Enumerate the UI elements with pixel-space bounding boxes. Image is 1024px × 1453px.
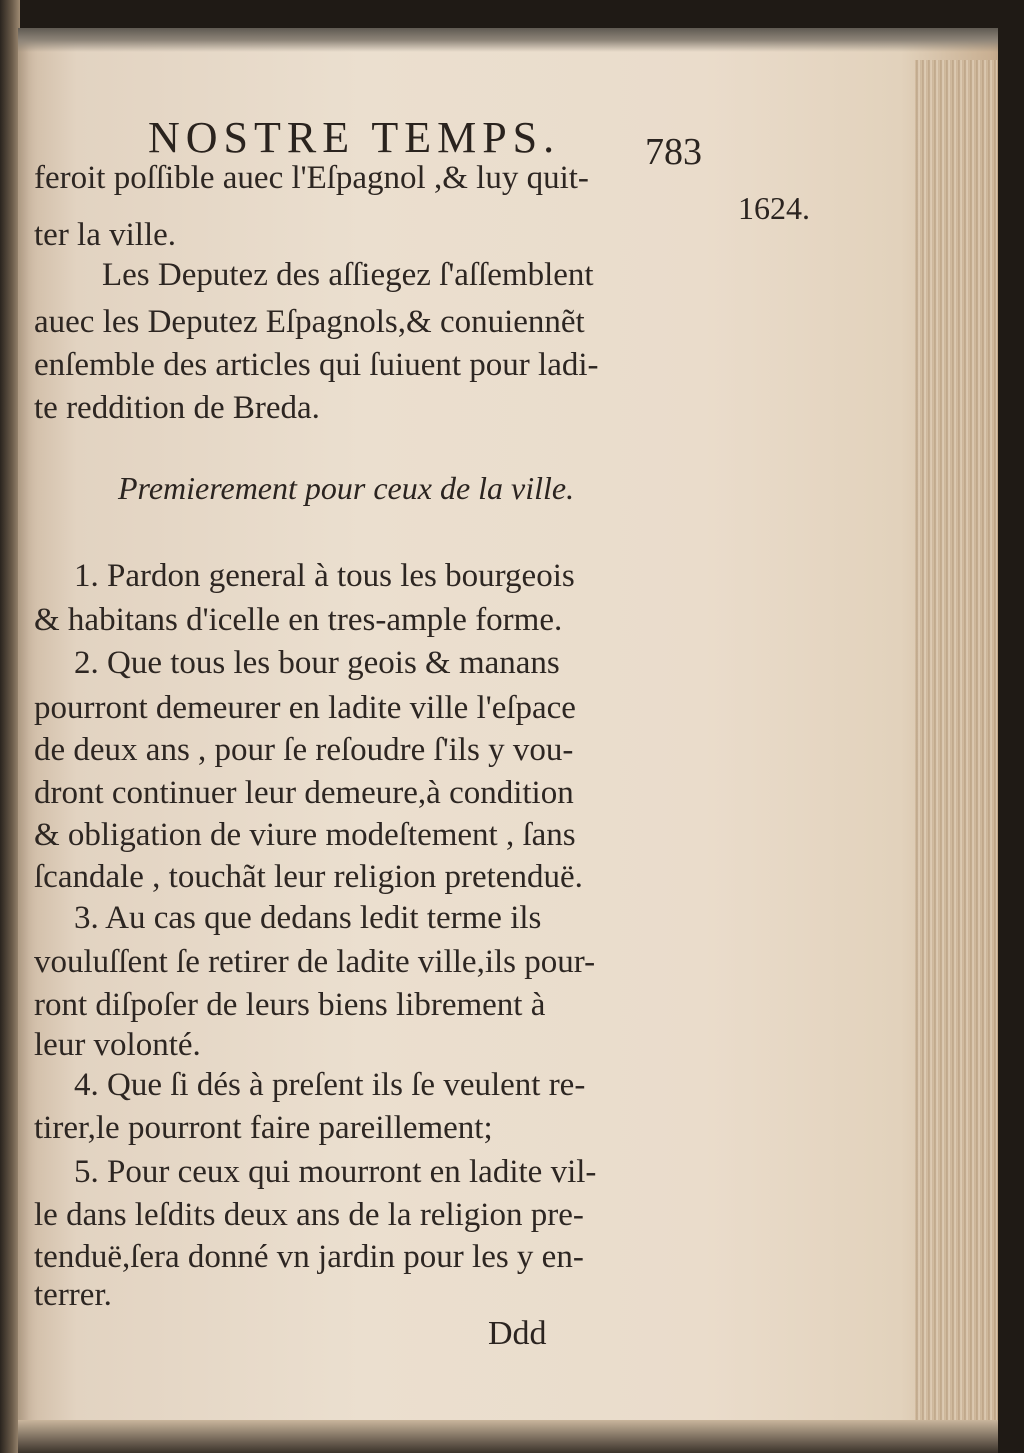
article-line: 3. Au cas que dedans ledit terme ils (74, 900, 542, 936)
article-line: tenduë,ſera donné vn jardin pour les y en- (34, 1239, 584, 1275)
article-line: terrer. (34, 1277, 112, 1313)
article-line: 4. Que ſi dés à preſent ils ſe veulent re- (74, 1067, 586, 1103)
article-line: 1. Pardon general à tous les bourgeois (74, 558, 575, 594)
body-line: Les Deputez des aſſiegez ſ'aſſemblent (102, 257, 594, 293)
body-line: te reddition de Breda. (34, 390, 320, 426)
article-line: le dans leſdits deux ans de la religion pre- (34, 1197, 584, 1233)
body-line: ter la ville. (34, 217, 177, 253)
signature-mark: Ddd (488, 1315, 547, 1352)
section-subheading: Premierement pour ceux de la ville. (118, 470, 575, 506)
page-number: 783 (645, 131, 702, 173)
article-line: vouluſſent ſe retirer de ladite ville,ils pour- (34, 944, 596, 980)
article-line: pourront demeurer en ladite ville l'eſpace (34, 690, 576, 726)
page-fore-edge (915, 60, 997, 1435)
book-gutter (0, 0, 20, 1453)
article-line: leur volonté. (34, 1027, 201, 1063)
article-line: dront continuer leur demeure,à condition (34, 775, 574, 811)
body-line: auec les Deputez Eſpagnols,& conuiennẽt (34, 304, 585, 340)
article-line: & habitans d'icelle en tres-ample forme. (34, 602, 563, 638)
article-line: 2. Que tous les bour geois & manans (74, 645, 560, 681)
article-line: ront diſpoſer de leurs biens librement à (34, 987, 546, 1023)
article-line: 5. Pour ceux qui mourront en ladite vil- (74, 1154, 597, 1190)
article-line: ſcandale , touchãt leur religion pretenduë. (34, 859, 583, 895)
article-line: & obligation de viure modeſtement , ſans (34, 817, 576, 853)
body-line: feroit poſſible auec l'Eſpagnol ,& luy quit- (34, 160, 589, 196)
running-title: NOSTRE TEMPS. (148, 113, 561, 162)
body-line: enſemble des articles qui ſuiuent pour ladi- (34, 347, 599, 383)
article-line: tirer,le pourront faire pareillement; (34, 1110, 493, 1146)
page-top-edge (18, 28, 998, 52)
margin-year-note: 1624. (738, 190, 810, 226)
page-bottom-edge (18, 1420, 998, 1453)
article-line: de deux ans , pour ſe reſoudre ſ'ils y vou- (34, 732, 574, 768)
